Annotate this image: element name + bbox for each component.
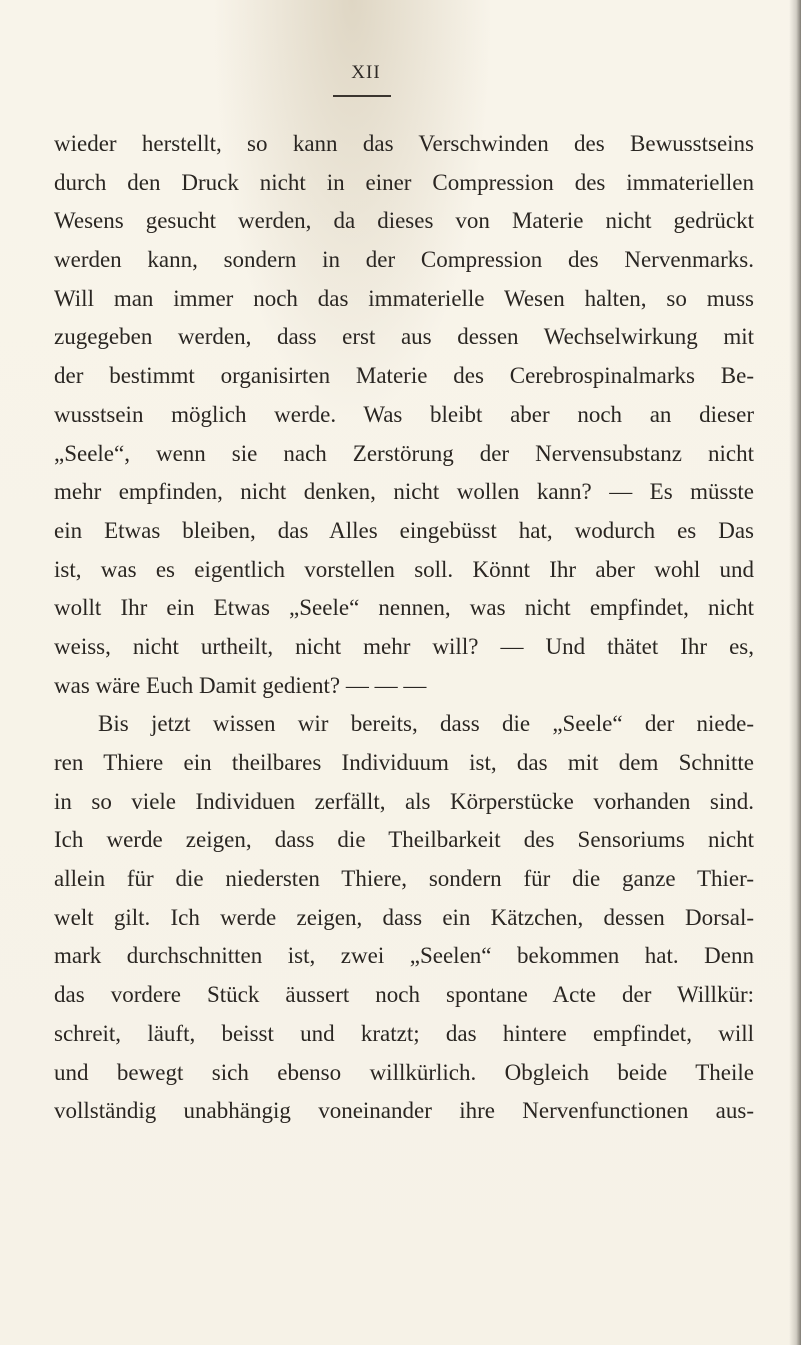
page-edge-shadow	[789, 0, 801, 1345]
text-line: wusstsein möglich werde. Was bleibt aber noch an dieser	[54, 401, 754, 427]
text-line: mehr empfinden, nicht denken, nicht wollen kann? — Es müsste	[54, 479, 754, 505]
text-line: vollständig unabhängig voneinander ihre Nervenfunctionen aus-	[54, 1098, 754, 1124]
text-line: durch den Druck nicht in einer Compression des immateriellen	[54, 169, 754, 195]
page-number: XII	[351, 62, 381, 83]
text-line: schreit, läuft, beisst und kratzt; das hintere empfindet, will	[54, 1020, 754, 1046]
paragraph-start-line: Bis jetzt wissen wir bereits, dass die „Seele“ der niede-	[98, 711, 754, 737]
text-line: Wesens gesucht werden, da dieses von Materie nicht gedrückt	[54, 208, 754, 234]
text-line: ein Etwas bleiben, das Alles eingebüsst hat, wodurch es Das	[54, 517, 754, 543]
text-line: weiss, nicht urtheilt, nicht mehr will? — Und thätet Ihr es,	[54, 633, 754, 659]
text-line: werden kann, sondern in der Compression des Nervenmarks.	[54, 247, 754, 273]
text-line: Ich werde zeigen, dass die Theilbarkeit des Sensoriums nicht	[54, 827, 754, 853]
text-line: Will man immer noch das immaterielle Wesen halten, so muss	[54, 285, 754, 311]
text-line: zugegeben werden, dass erst aus dessen Wechselwirkung mit	[54, 324, 754, 350]
body-text	[54, 129, 754, 1135]
text-line: ren Thiere ein theilbares Individuum ist, das mit dem Schnitte	[54, 750, 754, 775]
text-line: wieder herstellt, so kann das Verschwinden des Bewusstseins	[54, 131, 754, 156]
text-line: welt gilt. Ich werde zeigen, dass ein Kätzchen, dessen Dorsal-	[54, 904, 754, 930]
page-number-rule	[333, 95, 391, 97]
text-line: mark durchschnitten ist, zwei „Seelen“ bekommen hat. Denn	[54, 943, 754, 969]
text-line: das vordere Stück äussert noch spontane Acte der Willkür:	[54, 982, 754, 1008]
text-line: in so viele Individuen zerfällt, als Körperstücke vorhanden sind.	[54, 788, 754, 814]
text-line: „Seele“, wenn sie nach Zerstörung der Nervensubstanz nicht	[54, 440, 754, 466]
text-line: der bestimmt organisirten Materie des Cerebrospinalmarks Be-	[54, 363, 754, 389]
text-line: allein für die niedersten Thiere, sondern für die ganze Thier-	[54, 866, 754, 892]
text-line: und bewegt sich ebenso willkürlich. Obgleich beide Theile	[54, 1059, 754, 1085]
text-line: was wäre Euch Damit gedient? — — —	[54, 672, 427, 698]
text-line: wollt Ihr ein Etwas „Seele“ nennen, was nicht empfindet, nicht	[54, 595, 754, 621]
text-line: ist, was es eigentlich vorstellen soll. Könnt Ihr aber wohl und	[54, 556, 754, 582]
